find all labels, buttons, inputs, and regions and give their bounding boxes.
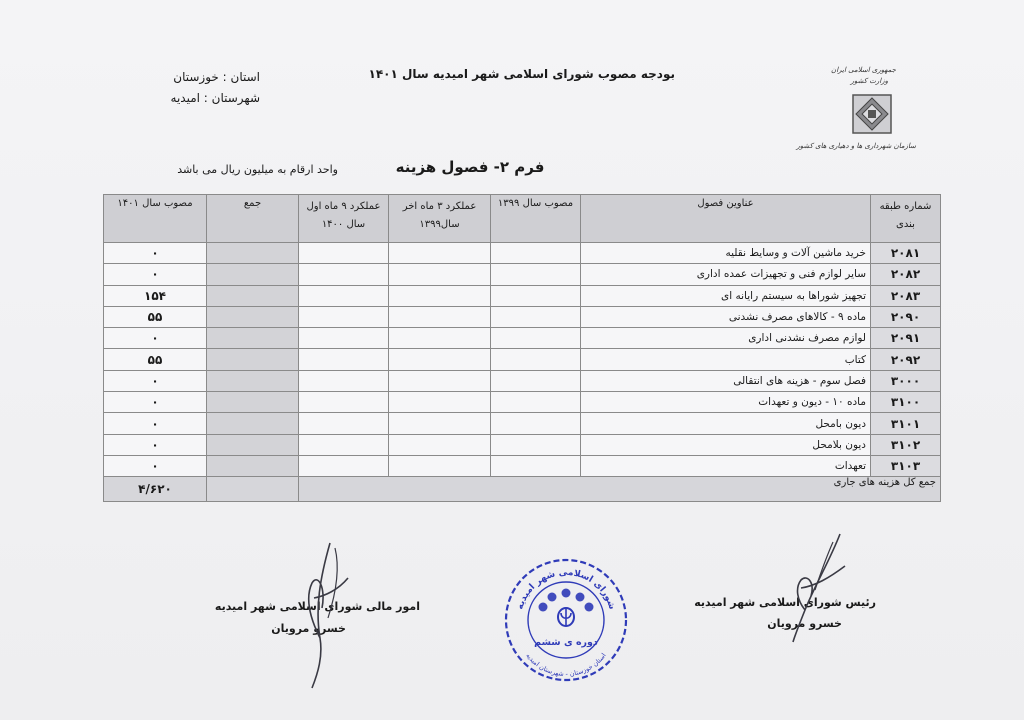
province-label: استان : خوزستان	[173, 70, 260, 84]
row-total	[207, 328, 299, 349]
row-approved-1401: ۰	[104, 455, 207, 476]
finance-role: امور مالی شورای اسلامی شهر امیدیه	[214, 600, 420, 613]
logo-line-3: سازمان شهرداری ها و دهیاری های کشور	[796, 142, 916, 150]
row-approved-1399	[491, 349, 581, 370]
row-total	[207, 370, 299, 391]
row-perf-9m	[299, 392, 389, 413]
row-total	[207, 413, 299, 434]
row-perf-3m	[389, 370, 491, 391]
row-perf-9m	[299, 455, 389, 476]
row-total	[207, 264, 299, 285]
seal-center-text: دوره ی ششم	[534, 637, 598, 648]
form-title: فرم ۲- فصول هزینه	[395, 158, 545, 176]
document-title: بودجه مصوب شورای اسلامی شهر امیدیه سال ۱۴۰۱	[368, 67, 675, 81]
row-approved-1399	[491, 434, 581, 455]
logo-line-1: جمهوری اسلامی ایران	[831, 66, 896, 74]
logo-line-2: وزارت کشور	[850, 77, 888, 85]
table-row	[104, 328, 941, 349]
header-code: شماره طبقه بندی	[871, 195, 941, 243]
finance-name: خسرو مرویان	[271, 622, 346, 635]
row-approved-1401: ۰	[104, 264, 207, 285]
row-perf-3m	[389, 413, 491, 434]
header-total: جمع	[207, 195, 299, 243]
row-approved-1399	[491, 392, 581, 413]
row-perf-3m	[389, 349, 491, 370]
row-total	[207, 306, 299, 327]
row-title: تعهدات	[581, 455, 871, 476]
row-title: کتاب	[581, 349, 871, 370]
table-row	[104, 285, 941, 306]
row-title: خرید ماشین آلات و وسایط نقلیه	[581, 243, 871, 264]
total-row	[104, 477, 941, 502]
row-approved-1399	[491, 306, 581, 327]
chairman-signature-icon	[785, 530, 855, 645]
row-code: ۲۰۸۱	[871, 243, 941, 264]
header-perf-3m-1399: عملکرد ۳ ماه اخر سال۱۳۹۹	[389, 195, 491, 243]
row-title: دیون بلامحل	[581, 434, 871, 455]
row-perf-9m	[299, 243, 389, 264]
seal-top-text: شورای اسلامی شهر امیدیه	[515, 567, 617, 611]
row-code: ۲۰۸۲	[871, 264, 941, 285]
row-approved-1401: ۰	[104, 413, 207, 434]
row-perf-9m	[299, 264, 389, 285]
row-perf-9m	[299, 413, 389, 434]
table-row	[104, 392, 941, 413]
row-code: ۲۰۹۲	[871, 349, 941, 370]
total-label: جمع کل هزینه های جاری	[299, 477, 941, 502]
row-approved-1399	[491, 285, 581, 306]
table-row	[104, 455, 941, 476]
row-perf-3m	[389, 264, 491, 285]
row-perf-3m	[389, 306, 491, 327]
row-title: فصل سوم - هزینه های انتقالی	[581, 370, 871, 391]
row-total	[207, 243, 299, 264]
row-approved-1399	[491, 413, 581, 434]
row-perf-9m	[299, 328, 389, 349]
row-title: ماده ۹ - کالاهای مصرف نشدنی	[581, 306, 871, 327]
row-perf-3m	[389, 455, 491, 476]
row-approved-1399	[491, 370, 581, 391]
row-perf-9m	[299, 370, 389, 391]
header-perf-9m-1400: عملکرد ۹ ماه اول سال ۱۴۰۰	[299, 195, 389, 243]
total-sum-cell	[207, 477, 299, 502]
table-row	[104, 370, 941, 391]
row-approved-1401: ۰	[104, 392, 207, 413]
row-code: ۳۱۰۱	[871, 413, 941, 434]
row-perf-3m	[389, 243, 491, 264]
row-approved-1401: ۵۵	[104, 349, 207, 370]
row-code: ۲۰۹۰	[871, 306, 941, 327]
row-approved-1401: ۰	[104, 370, 207, 391]
row-perf-9m	[299, 434, 389, 455]
table-row	[104, 413, 941, 434]
row-code: ۳۱۰۰	[871, 392, 941, 413]
row-total	[207, 285, 299, 306]
header-title: عناوین فصول	[581, 195, 871, 243]
row-perf-3m	[389, 434, 491, 455]
expense-table	[103, 194, 941, 502]
row-approved-1401: ۰	[104, 434, 207, 455]
row-approved-1401: ۰	[104, 243, 207, 264]
row-code: ۳۰۰۰	[871, 370, 941, 391]
row-code: ۲۰۹۱	[871, 328, 941, 349]
row-code: ۳۱۰۲	[871, 434, 941, 455]
logo-emblem-icon	[852, 94, 892, 134]
row-approved-1399	[491, 455, 581, 476]
row-code: ۲۰۸۳	[871, 285, 941, 306]
row-approved-1401: ۰	[104, 328, 207, 349]
table-row	[104, 243, 941, 264]
row-approved-1401: ۱۵۴	[104, 285, 207, 306]
row-total	[207, 392, 299, 413]
header-approved-1401: مصوب سال ۱۴۰۱	[104, 195, 207, 243]
row-perf-9m	[299, 306, 389, 327]
seal-bottom-text: استان خوزستان - شهرستان امیدیه	[524, 651, 608, 678]
row-approved-1401: ۵۵	[104, 306, 207, 327]
svg-text:استان خوزستان - شهرستان امیدیه	[524, 652, 607, 678]
table-row	[104, 264, 941, 285]
row-code: ۳۱۰۳	[871, 455, 941, 476]
row-title: سایر لوازم فنی و تجهیزات عمده اداری	[581, 264, 871, 285]
chairman-role: رئیس شورای اسلامی شهر امیدیه	[694, 596, 876, 609]
row-total	[207, 434, 299, 455]
row-approved-1399	[491, 264, 581, 285]
table-row	[104, 349, 941, 370]
row-perf-3m	[389, 392, 491, 413]
row-perf-3m	[389, 328, 491, 349]
row-title: ماده ۱۰ - دیون و تعهدات	[581, 392, 871, 413]
table-row	[104, 306, 941, 327]
city-label: شهرستان : امیدیه	[170, 91, 260, 105]
row-total	[207, 455, 299, 476]
table-row	[104, 434, 941, 455]
total-value: ۴/۶۲۰	[104, 477, 207, 502]
finance-signature-icon	[290, 538, 360, 693]
row-perf-9m	[299, 349, 389, 370]
row-title: لوازم مصرف نشدنی اداری	[581, 328, 871, 349]
row-title: تجهیز شوراها به سیستم رایانه ای	[581, 285, 871, 306]
row-title: دیون بامحل	[581, 413, 871, 434]
chairman-name: خسرو مرویان	[767, 617, 842, 630]
row-perf-3m	[389, 285, 491, 306]
header-approved-1399: مصوب سال ۱۳۹۹	[491, 195, 581, 243]
row-perf-9m	[299, 285, 389, 306]
ministry-logo	[796, 64, 918, 160]
council-seal-icon	[503, 557, 629, 683]
table-header-row	[104, 195, 941, 243]
unit-note: واحد ارقام به میلیون ریال می باشد	[177, 163, 338, 176]
row-total	[207, 349, 299, 370]
row-approved-1399	[491, 328, 581, 349]
row-approved-1399	[491, 243, 581, 264]
